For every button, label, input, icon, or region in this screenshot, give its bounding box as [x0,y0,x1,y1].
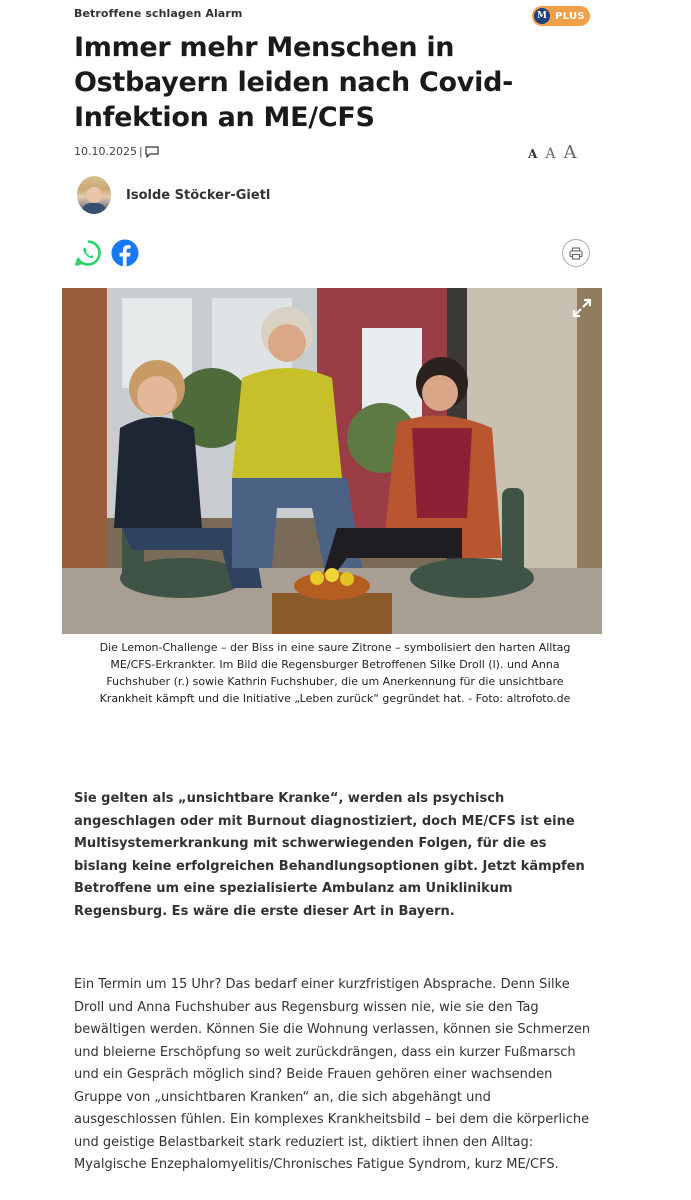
kicker: Betroffene schlagen Alarm [74,7,243,20]
article-body: Ein Termin um 15 Uhr? Das bedarf einer kurzfristigen Absprache. Denn Silke Droll und Anna Fuchshuber aus Regensburg wissen nie, wie sie den Tag bewältigen werden. Können Sie die Wohnung verlassen, können sie Schmerzen und bleierne Erschöpfung so weit zurückdrängen, dass ein kurzer Fußmarsch und ein Gespräch möglich sind? Beide Frauen gehören einer wachsenden Gruppe von „unsichtbaren Kranken“ an, die sich abgehängt und ausgeschlossen fühlen. Ein komplexes Krankheitsbild – bei dem die körperliche und geistige Belastbarkeit stark reduziert ist, diktiert ihnen den Alltag: Myalgische Enzephalomyelitis/Chronisches Fatigue Syndrom, kurz ME/CFS. [74,977,591,1172]
comment-icon[interactable] [145,146,159,158]
plus-badge [532,6,590,26]
author-row [77,176,270,214]
expand-icon[interactable] [572,298,592,318]
font-size-controls [528,142,584,163]
publish-date: 10.10.2025 [74,145,137,158]
print-button[interactable] [562,239,590,267]
photo-illustration [62,288,602,634]
meta-row [74,145,159,158]
font-size-medium-button[interactable]: A [545,146,556,162]
photo-caption: Die Lemon-Challenge – der Biss in eine saure Zitrone – symbolisiert den harten Alltag ME/CFS-Erkrankter. Im Bild die Regensburger Betroffenen Silke Droll (l). und Anna Fuchshuber (r.) sowie Kathrin Fuchshuber, die um Anerkennung für die unsichtbare Krankheit kämpft und die Initiative „Leben zurück“ gegründet hat. - Foto: altrofoto.de [99,641,571,705]
article-lead: Sie gelten als „unsichtbare Kranke“, werden als psychisch angeschlagen oder mit Burnout diagnostiziert, doch ME/CFS ist eine Multisystemerkrankung mit schwerwiegenden Folgen, für die es bislang keine erfolgreichen Behandlungsoptionen gibt. Jetzt kämpfen Betroffene um eine spezialisierte Ambulanz am Uniklinikum Regensburg. Es wäre die erste dieser Art in Bayern. [74,791,585,919]
publisher-logo-icon: M [534,8,550,24]
whatsapp-icon[interactable] [74,239,102,267]
font-size-small-button[interactable]: A [528,147,538,161]
author-name[interactable]: Isolde Stöcker-Gietl [126,187,271,203]
plus-badge-label: PLUS [555,10,585,22]
print-icon [569,247,583,260]
meta-separator: | [138,145,143,158]
share-row [74,239,148,267]
article-photo[interactable] [62,288,602,634]
headline: Immer mehr Menschen in Ostbayern leiden nach Covid-Infektion an ME/CFS [74,32,513,133]
author-avatar[interactable] [77,176,111,214]
font-size-large-button[interactable]: A [563,142,577,163]
facebook-icon[interactable] [111,239,139,267]
